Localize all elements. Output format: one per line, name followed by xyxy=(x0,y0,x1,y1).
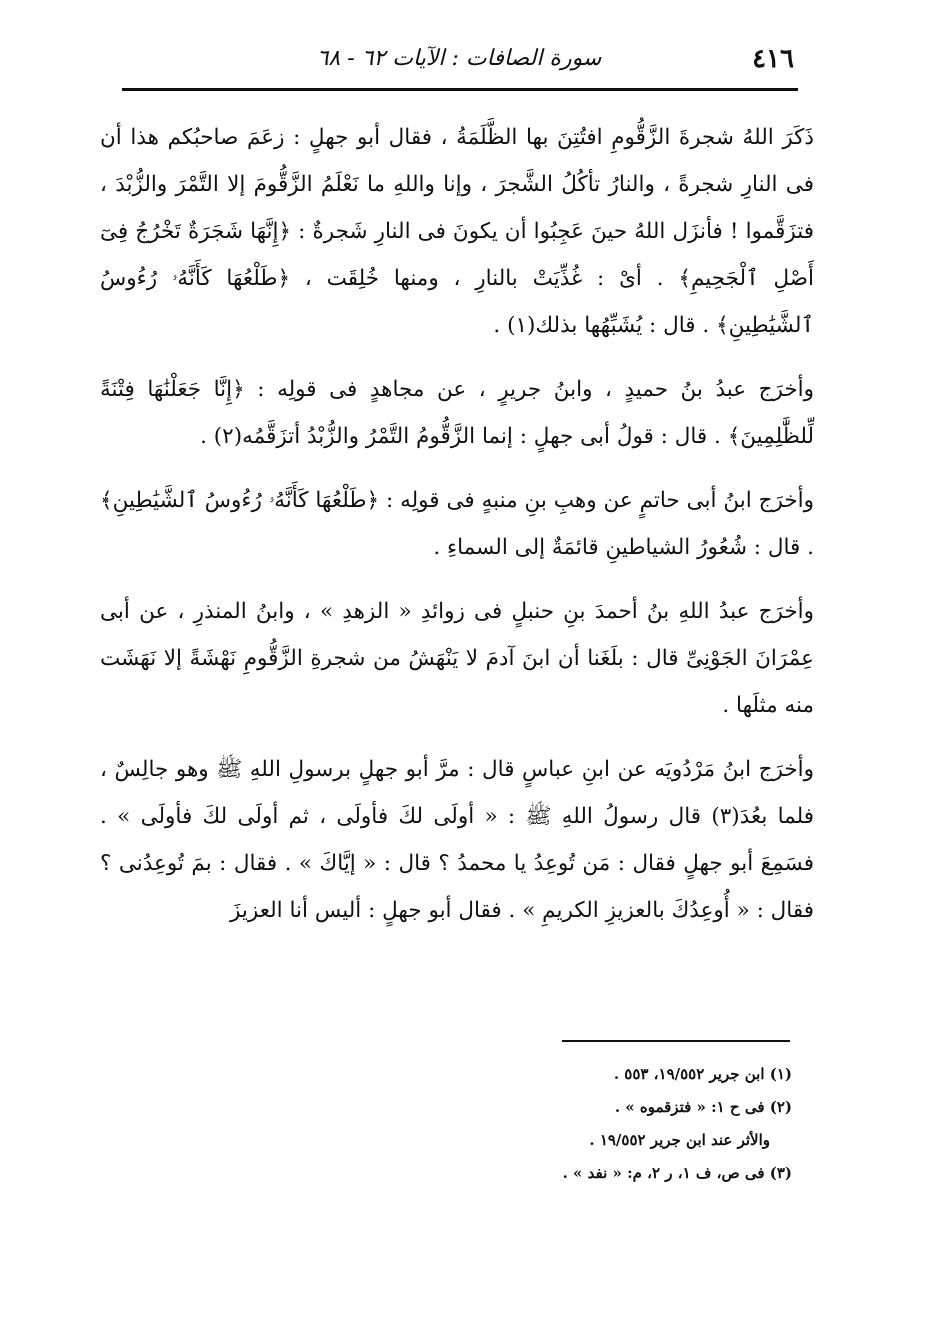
paragraph: ذَكَرَ اللهُ شجرةَ الزَّقُّومِ افتُتِنَ بها الظَّلَمَةُ ، فقال أبو جهلٍ : زعَمَ صاحبُكم هذا أن فى النارِ شجرةً ، والنارُ تأكُلُ الشَّجرَ ، وإنا واللهِ ما نَعْلَمُ الزَّقُّومَ إلا التَّمْرَ والزُّبْدَ ، فتزَقَّموا ! فأنزَل اللهُ حينَ عَجِبُوا أن يكونَ فى النارِ شَجرةٌ : ﴿إِنَّهَا شَجَرَةٌ تَخْرُجُ فِىٓ أَصْلِ ٱلْجَحِيمِ﴾ . أىْ : غُذِّيَتْ بالنارِ ، ومنها خُلِقَت ، ﴿طَلْعُهَا كَأَنَّهُۥ رُءُوسُ ٱلشَّيَٰطِينِ﴾ . قال : يُشَبِّهُها بذلك(١) . xyxy=(100,125,814,338)
footnote-continuation: والأثر عند ابن جرير ١٩/٥٥٢ . xyxy=(589,1131,770,1149)
paragraph: وأخرَج ابنُ مَرْدُويَه عن ابنِ عباسٍ قال : مرَّ أبو جهلٍ برسولِ اللهِ ﷺ وهو جالِسٌ ، فلما بعُدَ(٣) قال رسولُ اللهِ ﷺ : « أولَى لكَ فأولَى ، ثم أولَى لكَ فأولَى » . فسَمِعَ أبو جهلٍ فقال : مَن تُوعِدُ يا محمدُ ؟ قال : « إيَّاكَ » . فقال : بمَ تُوعِدُنى ؟ فقال : « أُوعِدُكَ بالعزيزِ الكريمِ » . فقال أبو جهلٍ : أليس أنا العزيزَ xyxy=(100,757,814,923)
paragraph: وأخرَج عبدُ بنُ حميدٍ ، وابنُ جريرٍ ، عن مجاهدٍ فى قولِه : ﴿إِنَّا جَعَلْنَٰهَا فِتْنَةً لِّلظَّٰلِمِينَ﴾ . قال : قولُ أبى جهلٍ : إنما الزَّقُّومُ التَّمْرُ والزُّبْدُ أتزَقَّمُه(٢) . xyxy=(100,377,814,449)
main-text xyxy=(100,114,814,951)
footnote: (٢) فى ح ١: « فتزقموه » . xyxy=(614,1098,792,1116)
footnote: (١) ابن جرير ١٩/٥٥٢، ٥٥٣ . xyxy=(613,1065,792,1083)
page-header xyxy=(118,40,800,84)
header-rule xyxy=(122,88,798,91)
footnote: (٣) فى ص، ف ١، ر ٢، م: « نفد » . xyxy=(562,1164,792,1182)
paragraph: وأخرَج ابنُ أبى حاتمٍ عن وهبِ بنِ منبهٍ فى قولِه : ﴿طَلْعُهَا كَأَنَّهُۥ رُءُوسُ ٱلشَّيَٰطِينِ﴾ . قال : شُعُورُ الشياطينِ قائمَةٌ إلى السماءِ . xyxy=(100,488,814,560)
running-title: سورة الصافات : الآيات ٦٢ - ٦٨ xyxy=(316,46,602,71)
page-number: ٤١٦ xyxy=(752,44,794,74)
footnote-rule xyxy=(562,1040,790,1042)
paragraph: وأخرَج عبدُ اللهِ بنُ أحمدَ بنِ حنبلٍ فى زوائدِ « الزهدِ » ، وابنُ المنذرِ ، عن أبى عِمْرَانَ الجَوْنِىِّ قال : بلَغَنا أن ابنَ آدمَ لا يَنْهَشُ من شجرةِ الزَّقُّومِ نَهْشَةً إلا نَهَشَت منه مثلَها . xyxy=(100,599,814,718)
footnotes xyxy=(272,1058,792,1190)
